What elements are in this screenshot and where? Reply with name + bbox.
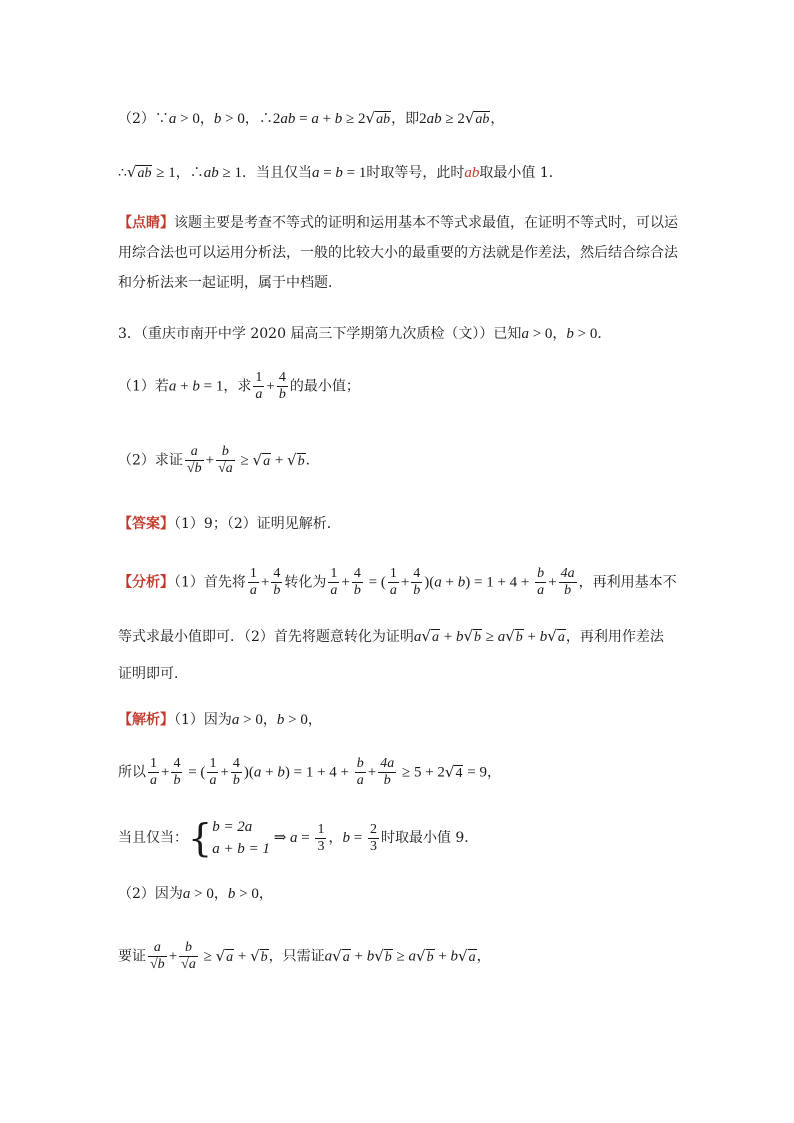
solution-line-4: （2）因为a > 0，b > 0， xyxy=(118,886,273,902)
proof-line-2: ∴√ab ≥ 1，∴ab ≥ 1．当且仅当a = b = 1时取等号，此时ab取最小值 1． xyxy=(118,163,563,181)
question-part-2: （2）求证 $\frac{a}{√b}$ + $\frac{b}{√a}$ ≥ √a + √b． xyxy=(118,444,320,476)
note-line-1: 【点睛】该题主要是考查不等式的证明和运用基本不等式求最值，在证明不等式时，可以运 xyxy=(118,215,678,231)
solution-line-5: 要证 $\frac{a}{√b}$ + $\frac{b}{√a}$ ≥ √a + √b，只需证a√a + b√b ≥ a√b + b√a， xyxy=(118,940,491,972)
note-line-2: 用综合法也可以运用分析法，一般的比较大小的最重要的方法就是作差法，然后结合综合法 xyxy=(118,245,678,261)
answer-line: 【答案】（1）9；（2）证明见解析． xyxy=(118,516,341,532)
analysis-line-1: 【分析】（1）首先将 $\frac{1}{a}$ + $\frac{4}{b}$ 转化为 $\frac{1}{a}$ + $\frac{4}{b}$ = ( $\frac{1}{a}$ + $\frac{4}{b}$ )(a + b) = 1 + 4 + $\frac{b}{a}$ + $\frac{4a}{b}$ ，再利用基本不 xyxy=(118,566,677,598)
solution-line-3: 当且仅当：{ b = 2a a + b = 1 ⇒ a = $\frac{1}{3}$ ，b = $\frac{2}{3}$ 时取最小值 9． xyxy=(118,816,479,860)
question-3: 3．（重庆市南开中学 2020 届高三下学期第九次质检（文））已知a > 0，b > 0． xyxy=(118,326,612,342)
analysis-line-2: 等式求最小值即可．（2）首先将题意转化为证明a√a + b√b ≥ a√b + b√a，再利用作差法 xyxy=(118,627,664,645)
solution-line-2: 所以 $\frac{1}{a}$ + $\frac{4}{b}$ = ( $\frac{1}{a}$ + $\frac{4}{b}$ )(a + b) = 1 + 4 + $\frac{b}{a}$ + $\frac{4a}{b}$ ≥ 5 + 2√4 = 9， xyxy=(118,756,501,788)
analysis-line-3: 证明即可． xyxy=(118,666,188,682)
proof-line-1: （2）∵a > 0，b > 0，∴2ab = a + b ≥ 2√ab，即2ab ≥ 2√ab， xyxy=(118,109,505,127)
solution-line-1: 【解析】（1）因为a > 0，b > 0， xyxy=(118,712,322,728)
question-part-1: （1）若a + b = 1，求 $\frac{1}{a}$ + $\frac{4}{b}$ 的最小值； xyxy=(118,370,360,402)
note-line-3: 和分析法来一起证明，属于中档题． xyxy=(118,275,342,291)
